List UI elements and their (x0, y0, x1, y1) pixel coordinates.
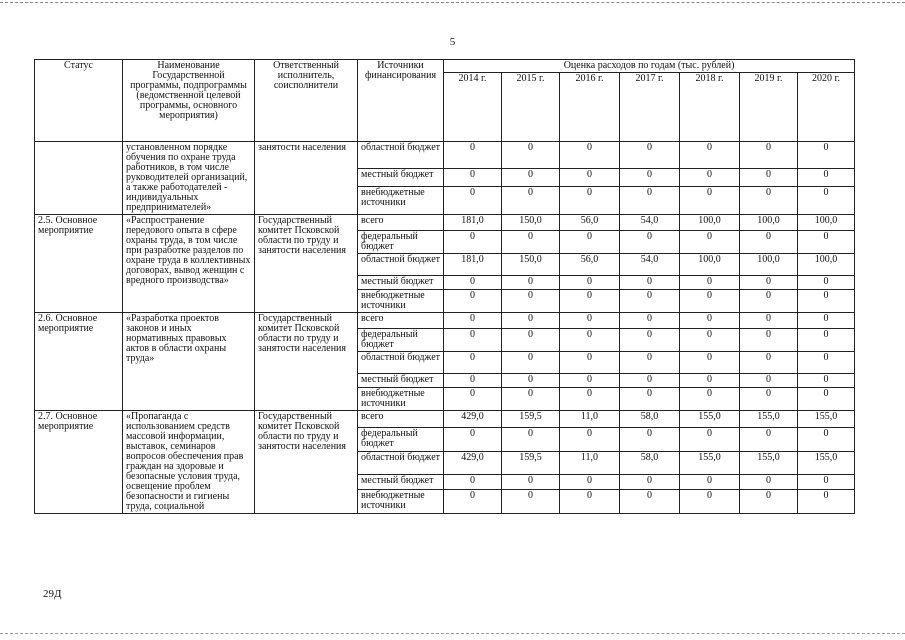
value-cell: 0 (798, 186, 855, 214)
value-cell: 0 (620, 142, 680, 169)
source-cell: федеральный бюджет (358, 427, 444, 451)
value-cell: 0 (560, 276, 620, 290)
source-cell: местный бюджет (358, 276, 444, 290)
source-cell: местный бюджет (358, 169, 444, 186)
responsible-cell: Государственный комитет Псковской области по труду и занятости населения (255, 313, 358, 411)
value-cell: 0 (680, 388, 740, 411)
value-cell: 0 (502, 290, 560, 313)
value-cell: 100,0 (798, 215, 855, 231)
value-cell: 100,0 (798, 254, 855, 276)
status-cell (35, 142, 123, 215)
value-cell: 155,0 (680, 451, 740, 474)
header-year: 2016 г. (560, 73, 620, 142)
table-row (35, 313, 855, 329)
responsible-cell: занятости населения (255, 142, 358, 215)
value-cell: 0 (680, 329, 740, 352)
value-cell: 0 (502, 374, 560, 388)
value-cell: 0 (680, 169, 740, 186)
value-cell: 56,0 (560, 215, 620, 231)
value-cell: 0 (798, 290, 855, 313)
value-cell: 0 (502, 427, 560, 451)
table-row (35, 411, 855, 428)
value-cell: 0 (740, 374, 798, 388)
value-cell: 0 (798, 475, 855, 490)
value-cell: 155,0 (798, 411, 855, 428)
value-cell: 0 (444, 186, 502, 214)
value-cell: 0 (680, 427, 740, 451)
value-cell: 54,0 (620, 215, 680, 231)
value-cell: 0 (798, 313, 855, 329)
footer-code: 29Д (43, 588, 62, 600)
value-cell: 0 (680, 186, 740, 214)
value-cell: 0 (680, 231, 740, 254)
header-responsible: Ответственный исполнитель, соисполнители (255, 60, 358, 142)
value-cell: 0 (444, 352, 502, 374)
value-cell: 0 (680, 374, 740, 388)
value-cell: 0 (502, 313, 560, 329)
value-cell: 0 (620, 374, 680, 388)
value-cell: 0 (444, 388, 502, 411)
value-cell: 429,0 (444, 451, 502, 474)
value-cell: 150,0 (502, 215, 560, 231)
value-cell: 181,0 (444, 215, 502, 231)
value-cell: 100,0 (740, 215, 798, 231)
status-cell: 2.6. Основное мероприятие (35, 313, 123, 411)
source-cell: всего (358, 411, 444, 428)
value-cell: 0 (560, 142, 620, 169)
value-cell: 0 (444, 374, 502, 388)
value-cell: 0 (444, 142, 502, 169)
value-cell: 155,0 (740, 451, 798, 474)
value-cell: 0 (502, 142, 560, 169)
value-cell: 0 (740, 313, 798, 329)
source-cell: областной бюджет (358, 451, 444, 474)
value-cell: 0 (560, 169, 620, 186)
value-cell: 0 (444, 489, 502, 513)
value-cell: 0 (798, 169, 855, 186)
source-cell: местный бюджет (358, 374, 444, 388)
value-cell: 0 (798, 142, 855, 169)
value-cell: 0 (798, 276, 855, 290)
value-cell: 0 (560, 489, 620, 513)
header-name: Наименование Государственной программы, подпрограммы (ведомственной целевой программы, основного мероприятия) (123, 60, 255, 142)
value-cell: 0 (740, 475, 798, 490)
scan-edge-bottom (0, 633, 905, 634)
value-cell: 155,0 (680, 411, 740, 428)
value-cell: 0 (740, 427, 798, 451)
value-cell: 0 (740, 169, 798, 186)
value-cell: 0 (560, 290, 620, 313)
source-cell: всего (358, 215, 444, 231)
source-cell: местный бюджет (358, 475, 444, 490)
value-cell: 0 (740, 276, 798, 290)
header-year: 2015 г. (502, 73, 560, 142)
value-cell: 0 (620, 489, 680, 513)
table-row (35, 215, 855, 231)
value-cell: 100,0 (740, 254, 798, 276)
scan-edge-top (0, 2, 905, 3)
value-cell: 0 (560, 388, 620, 411)
value-cell: 0 (502, 186, 560, 214)
value-cell: 0 (740, 329, 798, 352)
source-cell: внебюджетные источники (358, 388, 444, 411)
value-cell: 0 (798, 231, 855, 254)
value-cell: 155,0 (798, 451, 855, 474)
value-cell: 0 (620, 186, 680, 214)
value-cell: 58,0 (620, 411, 680, 428)
value-cell: 0 (502, 352, 560, 374)
value-cell: 0 (444, 329, 502, 352)
value-cell: 0 (740, 186, 798, 214)
value-cell: 0 (502, 231, 560, 254)
value-cell: 0 (444, 427, 502, 451)
value-cell: 0 (560, 329, 620, 352)
value-cell: 155,0 (740, 411, 798, 428)
source-cell: областной бюджет (358, 352, 444, 374)
value-cell: 181,0 (444, 254, 502, 276)
value-cell: 429,0 (444, 411, 502, 428)
value-cell: 11,0 (560, 451, 620, 474)
value-cell: 0 (560, 231, 620, 254)
value-cell: 0 (798, 374, 855, 388)
value-cell: 0 (444, 231, 502, 254)
value-cell: 0 (798, 427, 855, 451)
value-cell: 100,0 (680, 215, 740, 231)
value-cell: 0 (680, 352, 740, 374)
value-cell: 0 (560, 352, 620, 374)
source-cell: областной бюджет (358, 142, 444, 169)
value-cell: 0 (620, 388, 680, 411)
responsible-cell: Государственный комитет Псковской области по труду и занятости населения (255, 215, 358, 313)
value-cell: 0 (620, 169, 680, 186)
responsible-cell: Государственный комитет Псковской области по труду и занятости населения (255, 411, 358, 514)
budget-table (34, 59, 855, 514)
status-cell: 2.5. Основное мероприятие (35, 215, 123, 313)
table-row (35, 142, 855, 169)
value-cell: 0 (560, 313, 620, 329)
value-cell: 0 (560, 374, 620, 388)
value-cell: 0 (620, 329, 680, 352)
status-cell: 2.7. Основное мероприятие (35, 411, 123, 514)
source-cell: федеральный бюджет (358, 231, 444, 254)
value-cell: 0 (680, 489, 740, 513)
header-year: 2019 г. (740, 73, 798, 142)
value-cell: 0 (502, 475, 560, 490)
name-cell: «Пропаганда с использованием средств массовой информации, выставок, семинаров вопросов обеспечения прав граждан на здоровые и безопасные условия труда, освещение проблем безопасности и гигиены труда, социальной (123, 411, 255, 514)
source-cell: областной бюджет (358, 254, 444, 276)
name-cell: «Распространение передового опыта в сфере охраны труда, в том числе при разработке разделов по охране труда в коллективных договорах, вывод женщин с вредного производства» (123, 215, 255, 313)
value-cell: 56,0 (560, 254, 620, 276)
value-cell: 0 (620, 290, 680, 313)
value-cell: 0 (502, 169, 560, 186)
value-cell: 159,5 (502, 451, 560, 474)
value-cell: 0 (620, 475, 680, 490)
value-cell: 0 (444, 313, 502, 329)
value-cell: 0 (680, 313, 740, 329)
page-number: 5 (449, 36, 456, 48)
value-cell: 0 (620, 231, 680, 254)
value-cell: 0 (444, 169, 502, 186)
value-cell: 0 (740, 489, 798, 513)
value-cell: 0 (502, 276, 560, 290)
header-year: 2020 г. (798, 73, 855, 142)
value-cell: 0 (798, 329, 855, 352)
header-year: 2017 г. (620, 73, 680, 142)
value-cell: 0 (620, 352, 680, 374)
name-cell: «Разработка проектов законов и иных нормативных правовых актов в области охраны труда» (123, 313, 255, 411)
value-cell: 0 (620, 427, 680, 451)
header-year: 2014 г. (444, 73, 502, 142)
value-cell: 11,0 (560, 411, 620, 428)
value-cell: 0 (740, 142, 798, 169)
source-cell: внебюджетные источники (358, 290, 444, 313)
value-cell: 0 (620, 276, 680, 290)
value-cell: 0 (560, 475, 620, 490)
value-cell: 0 (740, 352, 798, 374)
value-cell: 0 (740, 290, 798, 313)
value-cell: 58,0 (620, 451, 680, 474)
value-cell: 0 (502, 329, 560, 352)
value-cell: 0 (740, 388, 798, 411)
source-cell: внебюджетные источники (358, 186, 444, 214)
value-cell: 0 (798, 388, 855, 411)
value-cell: 0 (680, 142, 740, 169)
value-cell: 0 (502, 489, 560, 513)
value-cell: 0 (502, 388, 560, 411)
header-row (35, 60, 855, 73)
value-cell: 159,5 (502, 411, 560, 428)
value-cell: 0 (740, 231, 798, 254)
value-cell: 0 (798, 489, 855, 513)
value-cell: 0 (680, 276, 740, 290)
value-cell: 100,0 (680, 254, 740, 276)
value-cell: 0 (798, 352, 855, 374)
value-cell: 0 (560, 186, 620, 214)
value-cell: 0 (560, 427, 620, 451)
value-cell: 0 (444, 276, 502, 290)
header-sources: Источники финансирования (358, 60, 444, 142)
header-year: 2018 г. (680, 73, 740, 142)
value-cell: 54,0 (620, 254, 680, 276)
source-cell: всего (358, 313, 444, 329)
value-cell: 0 (680, 475, 740, 490)
name-cell: установленном порядке обучения по охране труда работников, в том числе руководителей организаций, а также работодателей - индивидуальных предпринимателей» (123, 142, 255, 215)
source-cell: федеральный бюджет (358, 329, 444, 352)
value-cell: 0 (620, 313, 680, 329)
value-cell: 0 (444, 475, 502, 490)
header-status: Статус (35, 60, 123, 142)
value-cell: 150,0 (502, 254, 560, 276)
header-expenses: Оценка расходов по годам (тыс. рублей) (444, 60, 855, 73)
value-cell: 0 (680, 290, 740, 313)
value-cell: 0 (444, 290, 502, 313)
source-cell: внебюджетные источники (358, 489, 444, 513)
